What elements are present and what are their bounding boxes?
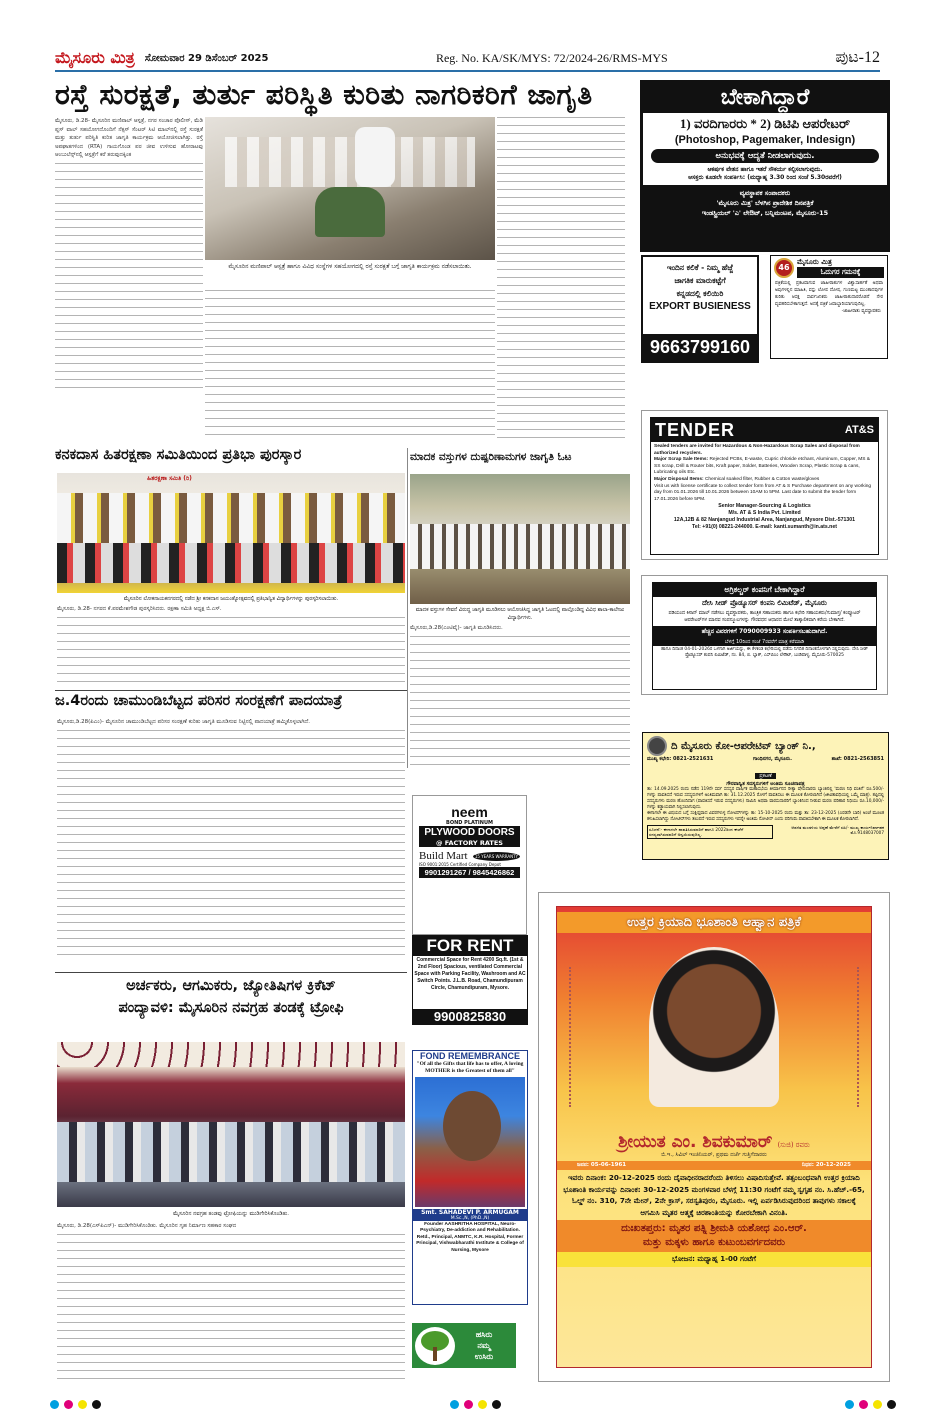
ad-green-environment: ಹಸಿರು ನಮ್ಮ ಉಸಿರು — [412, 1323, 516, 1368]
section-divider — [55, 690, 407, 691]
photo-kanakadasa: ಹಿತರಕ್ಷಣಾ ಸಮಿತಿ (ರಿ) — [57, 473, 405, 593]
ats-logo: AT&S — [844, 424, 874, 436]
article-headline-road-safety: ರಸ್ತೆ ಸುರಕ್ಷತೆ, ತುರ್ತು ಪರಿಸ್ಥಿತಿ ಕುರಿತು ನಾಗರಿಕರಿಗೆ ಜಾಗೃತಿ — [55, 78, 593, 111]
photo-caption-drug-awareness: ಮಾದಕ ವಸ್ತುಗಳ ಸೇವನೆ ವಿರುದ್ಧ ಜಾಗೃತಿ ಮೂಡಿಸಲು ಆಯೋಜಿಸಿದ್ದ ಜಾಗೃತಿ ಓಟದಲ್ಲಿ ಪಾಲ್ಗೊಂಡಿದ್ದ ವಿವಿಧ ಶಾಲಾ-ಕಾಲೇಜು ವಿದ್ಯಾರ್ಥಿಗಳು. — [415, 607, 625, 621]
photo-caption-kanakadasa: ಮೈಸೂರಿನ ಲೋಕನಾಯಕನಗರದಲ್ಲಿ ನಡೆದ ಶ್ರೀ ಕನಕದಾಸ ಜಯಂತ್ಯೋತ್ಸವದಲ್ಲಿ ಪ್ರತಿಭಾನ್ವಿತ ವಿದ್ಯಾರ್ಥಿಗಳನ್ನು ಪುರಸ್ಕರಿಸಲಾಯಿತು. — [123, 596, 339, 602]
article-headline-cricket: ಅರ್ಚಕರು, ಆಗಮಿಕರು, ಜ್ಯೋತಿಷಿಗಳ ಕ್ರಿಕೆಟ್ ಪಂದ್ಯಾವಳಿ: ಮೈಸೂರಿನ ನವಗ್ರಹ ತಂಡಕ್ಕೆ ಟ್ರೋಫಿ — [118, 978, 344, 1016]
ad-wanted: ಬೇಕಾಗಿದ್ದಾರೆ 1) ವರದಿಗಾರರು * 2) ಡಿಟಿಪಿ ಆಪರೇಟರ್ (Photoshop, Pagemaker, Indesign) ಅನುಭವಕ್ಕೆ ಆದ್ಯತೆ ನೀಡಲಾಗುವುದು. ಆಕರ್ಷಕ ವೇತನ ಹಾಗೂ ಇತರೆ ಸೌಕರ್ಯ ಕಲ್ಪಿಸಲಾಗುವುದು. ಆಸಕ್ತರು ಕೂಡಲೇ ಸಂಪರ್ಕಿಸಿ: (ಮಧ್ಯಾಹ್ನ 3.30 ರಿಂದ ಸಂಜೆ 5.30ರವರೆಗೆ) ವ್ಯವಸ್ಥಾಪಕ ಸಂಪಾದಕರು 'ಮೈಸೂರು ಮಿತ್ರ' ಬೆಳಗಿನ ಪ್ರಾದೇಶಿಕ ದಿನಪತ್ರಿಕೆ ಇಂಡಸ್ಟ್ರಿಯಲ್ 'ಎ' ಲೇಔಟ್, ಬನ್ನಿಮಂಟಪ, ಮೈಸೂರು-15 — [640, 80, 890, 252]
issue-date: ಸೋಮವಾರ 29 ಡಿಸೆಂಬರ್ 2025 — [144, 52, 269, 64]
section-divider — [55, 972, 407, 973]
lamp-decoration-icon — [839, 967, 859, 1107]
article-body-drug-awareness: ಮೈಸೂರು,ಡಿ.28(ಎಂಟಿವೈ)- ಜಾಗೃತಿ ಮೂಡಿಸಿದರು. — [410, 624, 630, 769]
column-divider — [407, 448, 408, 768]
cmyk-registration-marks — [50, 1400, 101, 1409]
photo-cricket — [57, 1042, 405, 1207]
article-body-road-safety: ಮೈಸೂರು, ಡಿ.28- ಮೈಸೂರಿನ ಮಣಿಪಾಲ್ ಆಸ್ಪತ್ರೆ, ನಗರ ಸಂಚಾರ ಪೊಲೀಸ್, ಮೆಡಿ ಪ್ಲಸ್ ವಾಲ್ ಸಹಯೋಗದೊಂದಿಗೆ ನೆಕ್ಸಸ್ ಸೆಂಟರ್ ಸಿಟಿ ಮಾಲ್‌ನಲ್ಲಿ ರಸ್ತೆ ಸುರಕ್ಷತೆ ಮತ್ತು ತುರ್ತು ಪರಿಸ್ಥಿತಿ ಕುರಿತ ಜಾಗೃತಿ ಕಾರ್ಯಕ್ರಮ ಆಯೋಜಿಸಲಾಗಿತ್ತು. ರಸ್ತೆ ಅಪಘಾತಗಳಿಂದ (RTA) ಗಾಯಗೊಂಡ ಪರ ಜೀವ ಉಳಿಸುವ ಹೋರಾಟವು ಆಂಬುಲೆನ್ಸ್‌ನಲ್ಲಿ ಆಸ್ಪತ್ರೆಗೆ ಕರೆ ತರುವುದಕ್ಕಿಂತ — [55, 117, 203, 442]
newspaper-logo: ಮೈಸೂರು ಮಿತ್ರ — [55, 48, 135, 67]
ad-for-rent: FOR RENT Commercial Space for Rent 4200 Sq.ft. (1st & 2nd Floor) Spacious, ventilated Commercial Space with Parking Facility, Washroom and AC Switch Points. J.L.B. Road, Chamundipuram Circle, Chamundipuram, Mysore. 9900825830 — [412, 935, 528, 1025]
obituary-title: ಉತ್ತರ ಕ್ರಿಯಾದಿ ಭೂಶಾಂತಿ ಆಹ್ವಾನ ಪತ್ರಿಕೆ — [557, 912, 871, 933]
ad-agri-company: ಅಗ್ರಿಕಲ್ಚರ್ ಕಂಪನಿಗೆ ಬೇಕಾಗಿದ್ದಾರೆ ದೇಸಿ ಸೀಡ್ ಪ್ರೊಡ್ಯೂಸರ್ ಕಂಪನಿ ಲಿಮಿಟೆಡ್, ಮೈಸೂರು ಪಡಿಯಂದ ಕಿಸಾನ್ ಮಾಲ್ ನಡೆಸಲು ವ್ಯವಸ್ಥಾಪಕರು, ತಾಂತ್ರಿಕ ಸಹಾಯಕರು ಹಾಗೂ ಕಛೇರಿ ಸಹಾಯಕರು/ಗುಮಾಸ್ತ/ ಕಂಪ್ಯೂಟರ್ ಆಪರೇಟರ್‌ಗಳ ಮಾನವ ಸಂಪನ್ಮೂಲಗಳನ್ನು ಗೌರವಧನ ಆಧಾರದ ಮೇಲೆ ತಾತ್ಕಾಲಿಕವಾಗಿ ಕರೆಯ ಬೇಕಾಗಿದೆ. ಹೆಚ್ಚಿನ ವಿವರಗಳಿಗೆ 7090009933 ಸಂಪರ್ಕಿಸಬಹುದಾಗಿದೆ. ಬೆಳಗ್ಗೆ 10ರಿಂದ ಸಂಜೆ 7ರವರೆಗೆ ಮಾತ್ರ ಕರೆಮಾಡಿ ಹಾಗೂ ದಿನಾಂಕ 04-01-2026ರ ಒಳಗಾಗಿ ಅರ್ಜಿಯನ್ನು, ಈ ಕೆಳಕಂಡ ಕಛೇರಿಯಲ್ಲಿ ಪಡೆದು ನಿಗದಿತ ದಿನಾಂಕದೊಳಗಾಗಿ ಸಲ್ಲಿಸುವುದು. ದೇಸಿ ಸೀಡ್ ಪ್ರೊಡ್ಯೂಸರ್ ಕಂಪನಿ ಲಿಮಿಟೆಡ್, ನಂ. 84, ಬಿ. ಬ್ಲಾಕ್, ಎಸ್‌ಬಿಎಂ ಲೇಔಟ್, ಬಂಡಿಪಾಳ್ಯ, ಮೈಸೂರು-570025 — [641, 575, 888, 695]
ad-export-business: ಇಂದಿನ ಕಲಿಕೆ - ನಿಮ್ಮ ಹೆಜ್ಜೆ ಜಾಗತಿಕ ಮಾರುಕಟ್ಟೆಗೆ ಕನ್ನಡದಲ್ಲಿ ಕಲಿಯಿರಿ EXPORT BUSIENESS 9663799160 — [641, 255, 759, 363]
masthead — [55, 46, 880, 72]
ad-export-phone: 9663799160 — [643, 334, 757, 361]
article-body-kanakadasa: ಮೈಸೂರು, ಡಿ.28- ನಗರದ ಕೆ.ಪರಮೇಶಗೌಡ ಪುರಸ್ಕರಿಸಿದರು. ರಕ್ಷಣಾ ಸಮಿತಿ ಅಧ್ಯಕ್ಷ ಬಿ.ಎಸ್. — [57, 605, 405, 688]
photo-remembrance — [415, 1077, 525, 1207]
page-number: ಪುಟ-12 — [835, 49, 880, 66]
ad-wanted-title: ಬೇಕಾಗಿದ್ದಾರೆ — [720, 85, 810, 110]
registration-number: Reg. No. KA/SK/MYS: 72/2024-26/RMS-MYS — [435, 50, 668, 65]
anniversary-badge: 46 — [774, 258, 794, 278]
cmyk-registration-marks — [450, 1400, 501, 1409]
tender-title: TENDER — [655, 419, 736, 440]
ad-fond-remembrance: FOND REMEMBRANCE "Of all the Gifts that life has to offer, A loving MOTHER is the Greatest of them all" Smt. SAHADEVI P. ARMUGAM M.Sc.,N, (PhD.,N) Founder AASHRITHA HOSPITAL, Neuro-Psychiatry, De-addiction and Rehabilitation. Retd., Principal, ANMTC, K.R. Hospital, Former Principal, Vishwabharathi Institute & College of Nursing, Mysore — [412, 1050, 528, 1305]
bank-emblem-icon — [647, 736, 667, 756]
ad-bank-notice: ದಿ ಮೈಸೂರು ಕೋ-ಆಪರೇಟಿವ್ ಬ್ಯಾಂಕ್ ನಿ., ಮುಖ್ಯ ಕಛೇರಿ: 0821-2521631 ಗಾಂಧಿನಗರ, ಮೈಸೂರು. ಶಾಖೆ: 0821-2563851 ಪ್ರಕಟಣೆ ಗೌರವಾನ್ವಿತ ಸದಸ್ಯರುಗಳಿಗೆ ಅಂತಿಮ ಸೂಚನಾಪತ್ರ ತಾ: 14.09.2025 ರಂದು ನಡೆದ 119ನೇ ಸರ್ವ ಸದಸ್ಯರ ವಾರ್ಷಿಕ ಮಹಾಸಭೆಯ ತೀರ್ಮಾನದ ರೀತ್ಯಾ ಷೇರುದಾರರು ಬ್ಯಾಂಕಿನಲ್ಲಿ 'ಮರಣ ನಿಧಿ ವಂತಿಗೆ' ರೂ.500/- ಗಳನ್ನು ಪಾವತಿಸದೆ ಇರುವ ಸದಸ್ಯರುಗಳಿಗೆ ಅಂತಿಮವಾಗಿ ತಾ: 31.12.2025 ರೊಳಗೆ ಪಾವತಿಸಲು ಈ ಮೂಲಕ ಕೋರಲಾಗಿದೆ (ಜೀವಿತಾವಧಿಯಲ್ಲಿ ಒಮ್ಮೆ ಮಾತ್ರ). ತಪ್ಪಿದಲ್ಲಿ ಸದಸ್ಯರುಗಳು ಮರಣ ಹೊಂದಿದಾಗ (ಪಾವತಿಸದೆ ಇರುವ ಸದಸ್ಯರುಗಳು) ನಾಮಿನಿ ಅಥವಾ ವಾರಸುದಾರರಿಗೆ ಬ್ಯಾಂಕಿನಿಂದ ನೀಡುವ ಮರಣ ಪರಿಹಾರ ನಿಧಿಯು ರೂ.10,000/-ಗಳನ್ನು ಕಡ್ಡಾಯವಾಗಿ ನಿಲ್ಲಿಸಲಾಗುವುದು. ಈಗಾಗಲೇ ಈ ವಿಷಯದ ಬಗ್ಗೆ ಸಂಕ್ಷಿಪ್ತವಾದ ವಿವರಗಳುಳ್ಳ ನೋಟಿಸ್‌ಗಳನ್ನು ತಾ: 15-10-2025 ರಂದು ಮತ್ತು ತಾ: 23-12-2025 (ಎರಡನೇ ಬಾರಿ) ಅಂಚೆ ಮೂಲಕ ಕಳುಹಿಸಲಾಗಿದ್ದು ನೋಟೀಸ್‌ಗಳು ತಲುಪದೆ ಇರುವ ಸದಸ್ಯರುಗಳು ಇದನ್ನೇ ಅಂತಿಮ ನೋಟೀಸ್ ಎಂದು ಪರಿಗಣಿಸಿ ಪಾವತಿಸಬೇಕಾಗಿ ಈ ಮೂಲಕ ಕೋರಲಾಗಿದೆ. ಸೂಚನೆ:- ಈಗಾಗಲೇ ಪಾವತಿಸಿರುವವರಿಗೆ ಹಾಗೂ 2022ರಿಂದ ಈಚೆಗೆ ಸದಸ್ಯರಾಗಿರುವವರಿಗೆ ಅನ್ವಯಿಸುವುದಿಲ್ಲ. ಆಡಳಿತ ಮಂಡಳಿಯ ಅಪ್ಪಣೆ ಮೇರೆಗೆ ಸಹಿ/- ಮುಖ್ಯ ಕಾರ್ಯನಿರ್ವಾಹಕ ಮೊ.9148037007 — [642, 732, 889, 860]
photo-caption-road-safety: ಮೈಸೂರಿನ ಮಣಿಪಾಲ್ ಆಸ್ಪತ್ರೆ ಹಾಗೂ ವಿವಿಧ ಸಂಸ್ಥೆಗಳ ಸಹಯೋಗದಲ್ಲಿ ರಸ್ತೆ ಸುರಕ್ಷತೆ ಬಗ್ಗೆ ಜಾಗೃತಿ ಕಾರ್ಯಕ್ರಮ ನಡೆಸಲಾಯಿತು. — [228, 263, 472, 270]
photo-caption-cricket: ಮೈಸೂರಿನ ನವಗ್ರಹ ತಂಡವು ಟ್ರೋಫಿಯನ್ನು ಮುಡಿಗೇರಿಸಿಕೊಂಡಿತು. — [172, 1211, 290, 1217]
ad-plywood: neem BOND PLATINUM PLYWOOD DOORS @ FACTORY RATES Build Mart 15 YEARS WARRANTY ISO 9001:2015 Certified Company Depot 9901291267 / 9845426862 — [412, 795, 527, 935]
photo-road-safety — [205, 117, 495, 260]
lamp-decoration-icon — [569, 967, 589, 1107]
article-body-chamundi-walk: ಮೈಸೂರು,ಡಿ.28(ಪಿಎಂ)- ಮೈಸೂರಿನ ಚಾಮುಂಡಿಬೆಟ್ಟದ ಪರಿಸರ ಸಂರಕ್ಷಣೆ ಕುರಿತು ಜಾಗೃತಿ ಮೂಡಿಸುವ ನಿಟ್ಟಿನಲ್ಲಿ ಪಾದಯಾತ್ರೆ ಹಮ್ಮಿಕೊಳ್ಳಲಾಗಿದೆ. — [57, 718, 405, 970]
article-column-text — [497, 117, 625, 442]
cmyk-registration-marks — [845, 1400, 896, 1409]
ad-readers-notice: 46 ಮೈಸೂರು ಮಿತ್ರ ಓದುಗರ ಗಮನಕ್ಕೆ ಪತ್ರಿಕೆಯಲ್ಲಿ ಪ್ರಕಟವಾಗುವ ಜಾಹೀರಾತುಗಳ ವಿಶ್ವಾಸಾರ್ಹತೆ ಅಥವಾ ಅವುಗಳಲ್ಲಿನ ಮಾಹಿತಿ, ವಸ್ತು ಲೋಪ ದೋಷ, ಗುಣಮಟ್ಟ ಮುಂತಾದವುಗಳ ಕುರಿತು ಆಸಕ್ತ ಸಾರ್ವಜನಿಕರು ಜಾಹೀರಾತುದಾರರೊಡನೆ ನೇರ ವ್ಯವಹರಿಸಬೇಕಾಗುತ್ತದೆ. ಅದಕ್ಕೆ ಪತ್ರಿಕೆ ಜವಾಬ್ದಾರಿಯಾಗುವುದಿಲ್ಲ. -ಜಾಹೀರಾತು ವ್ಯವಸ್ಥಾಪಕರು — [770, 255, 888, 359]
tree-icon — [415, 1327, 455, 1365]
photo-drug-awareness — [410, 474, 630, 604]
article-headline-drug-awareness: ಮಾದಕ ವಸ್ತುಗಳ ದುಷ್ಪರಿಣಾಮಗಳ ಜಾಗೃತಿ ಓಟ — [410, 451, 572, 463]
photo-deceased — [649, 947, 779, 1107]
ad-tender: TENDER AT&S Sealed tenders are invited for Hazardous & Non-Hazardous Scrap Sales and disposal from authorized recyclers. Major Scrap Sale Items: Rejected PCBs, E-waste, Cupric chloride etchant, Aluminum, Copper, MS & SS scrap, Drill & Router bits, Kraft paper, Solder, Batteries, Wooden Scrap, Plastic Scrap & cans, Lubricating oils Etc. Major Disposal Items: Chemical soaked filter, Rubber & Cotton waste/gloves Visit us with license certificate to collect tender form from AT & S Purchase department on any working day from 01.01.2026 till 10.01.2026 between 10AM to 5PM. Last date to submit the tender form 17.01.2026 before 5PM. Senior Manager-Sourcing & Logistics M/s. AT & S India Pvt. Limited 12A,12B & 82 Nanjangud Industrial Area, Nanjangud, Mysore Dist.-571301 Tel: +91(0) 08221-244000. E-mail: kanti.sumanth@in.ats.net — [641, 410, 888, 560]
article-headline-chamundi-walk: ಜ.4ರಂದು ಚಾಮುಂಡಿಬೆಟ್ಟದ ಪರಿಸರ ಸಂರಕ್ಷಣೆಗೆ ಪಾದಯಾತ್ರೆ — [55, 693, 343, 709]
ad-obituary: ಉತ್ತರ ಕ್ರಿಯಾದಿ ಭೂಶಾಂತಿ ಆಹ್ವಾನ ಪತ್ರಿಕೆ ಶ್ರೀಯುತ ಎಂ. ಶಿವಕುಮಾರ್ (ಸುಜಿ) ರವರು ಬಿ.ಇ., ಸಿವಿಲ್ ಇಂಜಿನಿಯರ್, ಪ್ರಥಮ ದರ್ಜೆ ಗುತ್ತಿಗೆದಾರರು ಜನನ: 05-06-1961 ನಿಧನ: 20-12-2025 ಇವರು ದಿನಾಂಕ: 20-12-2025 ರಂದು ದೈವಾಧೀನರಾದರೆಂದು ತಿಳಿಸಲು ವಿಷಾದಿಸುತ್ತೇವೆ. ತತ್ಸಂಬಂಧವಾಗಿ ಉತ್ತರ ಕ್ರಿಯಾದಿ ಭೂಶಾಂತಿ ಕಾರ್ಯವನ್ನು ದಿನಾಂಕ: 30-12-2025 ಮಂಗಳವಾರ ಬೆಳಗ್ಗೆ 11:30 ಗಂಟೆಗೆ ನಮ್ಮ ಸ್ವಗೃಹ ನಂ. ಸಿ.ಹೆಚ್.-65, ಓಲ್ಡ್ ನಂ. 310, 7ನೇ ಮೇನ್, 2ನೇ ಕ್ರಾಸ್, ಸರಸ್ವತಿಪುರಂ, ಮೈಸೂರು. ಇಲ್ಲಿ ಏರ್ಪಡಿಸಿರುವುದರಿಂದ ತಾವುಗಳು ಸಕಾಲಕ್ಕೆ ಆಗಮಿಸಿ ಮೃತರ ಆತ್ಮಕ್ಕೆ ಚಿರಶಾಂತಿಯನ್ನು ಕೋರಬೇಕಾಗಿ ವಿನಂತಿ. ದುಃಖತಪ್ತರು: ಮೃತರ ಪತ್ನಿ ಶ್ರೀಮತಿ ಯಶೋಧ ಎಂ.ಆರ್. ಮತ್ತು ಮಕ್ಕಳು ಹಾಗೂ ಕುಟುಂಬವರ್ಗದವರು ಭೋಜನ: ಮಧ್ಯಾಹ್ನ 1-00 ಗಂಟೆಗೆ — [538, 892, 890, 1382]
article-headline-kanakadasa: ಕನಕದಾಸ ಹಿತರಕ್ಷಣಾ ಸಮಿತಿಯಿಂದ ಪ್ರತಿಭಾ ಪುರಸ್ಕಾರ — [55, 447, 302, 463]
article-body-cricket: ಮೈಸೂರು, ಡಿ.28(ಎಸ್‌ಪಿಎನ್)- ಮುಡಿಗೇರಿಸಿಕೊಂಡಿತು. ಮೈಸೂರಿನ ಗೃಹ ನಿರ್ಮಾಣ ಸಹಕಾರ ಸಂಘದ — [57, 1222, 405, 1382]
article-column-text — [205, 290, 495, 440]
